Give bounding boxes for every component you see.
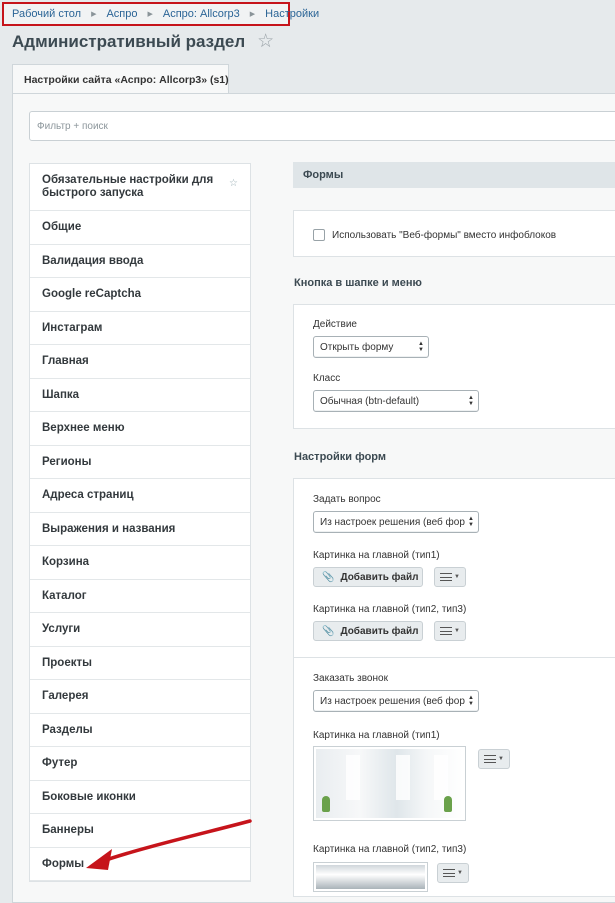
ask-img2-menu-button[interactable] <box>434 621 466 641</box>
call-img2-menu-button[interactable] <box>437 863 469 883</box>
sidebar-item-validation[interactable]: Валидация ввода <box>30 245 250 279</box>
tab-site-settings[interactable]: Настройки сайта «Аспро: Allcorp3» (s1) <box>12 64 229 94</box>
menu-icon <box>440 627 452 635</box>
paperclip-icon: 📎 <box>322 571 335 583</box>
sidebar-item-label: Обязательные настройки для быстрого запуска <box>42 174 214 199</box>
select-arrows-icon: ▲ ▼ <box>468 516 474 528</box>
add-file-label: Добавить файл <box>340 625 419 637</box>
sidebar-item-top-menu[interactable]: Верхнее меню <box>30 412 250 446</box>
chevron-right-icon: ▶ <box>147 11 153 18</box>
chevron-right-icon: ▶ <box>249 11 256 18</box>
breadcrumb-item-aspro[interactable]: Аспро <box>106 8 138 20</box>
breadcrumb <box>2 2 320 26</box>
chevron-down-icon: ▼ <box>454 628 460 634</box>
ask-img1-add-file-button[interactable] <box>313 567 423 587</box>
star-icon[interactable]: ☆ <box>257 31 275 52</box>
page-title-text: Административный раздел <box>12 31 246 51</box>
ask-question-select-value: Из настроек решения (веб фор <box>320 516 465 528</box>
sidebar-item-page-addresses[interactable]: Адреса страниц <box>30 479 250 513</box>
sidebar-item-projects[interactable]: Проекты <box>30 647 250 681</box>
order-call-select[interactable] <box>313 690 479 712</box>
sidebar-item-quick-start[interactable] <box>30 164 250 211</box>
sidebar-item-regions[interactable]: Регионы <box>30 446 250 480</box>
add-file-label: Добавить файл <box>340 571 419 583</box>
order-call-label: Заказать звонок <box>313 673 388 684</box>
class-select[interactable] <box>313 390 479 412</box>
breadcrumb-item-settings[interactable]: Настройки <box>265 8 320 20</box>
chevron-down-icon: ▼ <box>457 870 463 876</box>
chevron-right-icon: ▶ <box>91 11 97 18</box>
action-select-value: Открыть форму <box>320 341 394 353</box>
class-select-value: Обычная (btn-default) <box>320 395 420 407</box>
paperclip-icon: 📎 <box>322 625 335 637</box>
form-settings-title: Настройки форм <box>294 451 387 463</box>
sidebar <box>29 163 251 882</box>
section-title: Формы <box>293 162 615 188</box>
sidebar-item-banners[interactable]: Баннеры <box>30 814 250 848</box>
sidebar-item-forms[interactable]: Формы <box>30 848 250 882</box>
ask-img1-label: Картинка на главной (тип1) <box>313 550 440 561</box>
ask-img2-add-file-button[interactable] <box>313 621 423 641</box>
sidebar-item-cart[interactable]: Корзина <box>30 546 250 580</box>
ask-img1-menu-button[interactable] <box>434 567 466 587</box>
sidebar-item-gallery[interactable]: Галерея <box>30 680 250 714</box>
call-img1-thumbnail[interactable] <box>313 746 466 821</box>
sidebar-item-main[interactable]: Главная <box>30 345 250 379</box>
select-arrows-icon: ▲ ▼ <box>468 695 474 707</box>
ask-img2-label: Картинка на главной (тип2, тип3) <box>313 604 467 615</box>
order-call-select-value: Из настроек решения (веб фор <box>320 695 465 707</box>
call-img1-label: Картинка на главной (тип1) <box>313 730 440 741</box>
office-people-image <box>316 865 425 889</box>
call-img2-thumbnail[interactable] <box>313 862 428 892</box>
star-icon: ☆ <box>229 178 238 189</box>
sidebar-item-instagram[interactable]: Инстаграм <box>30 312 250 346</box>
use-webforms-label: Использовать "Веб-формы" вместо инфоблоков <box>332 230 557 241</box>
sidebar-item-header[interactable]: Шапка <box>30 379 250 413</box>
sidebar-item-general[interactable]: Общие <box>30 211 250 245</box>
class-label: Класс <box>313 373 341 384</box>
sidebar-item-phrases[interactable]: Выражения и названия <box>30 513 250 547</box>
filter-search-input[interactable]: Фильтр + поиск <box>29 111 615 141</box>
sidebar-item-side-icons[interactable]: Боковые иконки <box>30 781 250 815</box>
office-interior-image <box>316 749 463 818</box>
breadcrumb-item-desktop[interactable]: Рабочий стол <box>12 8 82 20</box>
action-label: Действие <box>313 319 357 330</box>
menu-icon <box>484 755 496 763</box>
page-title <box>12 30 274 53</box>
ask-question-select[interactable] <box>313 511 479 533</box>
sidebar-item-services[interactable]: Услуги <box>30 613 250 647</box>
sidebar-item-footer[interactable]: Футер <box>30 747 250 781</box>
call-img2-label: Картинка на главной (тип2, тип3) <box>313 844 467 855</box>
chevron-down-icon: ▼ <box>498 756 504 762</box>
use-webforms-checkbox[interactable] <box>313 229 325 241</box>
select-arrows-icon: ▲ ▼ <box>468 395 474 407</box>
header-button-title: Кнопка в шапке и меню <box>294 277 422 289</box>
sidebar-item-recaptcha[interactable]: Google reCaptcha <box>30 278 250 312</box>
ask-question-label: Задать вопрос <box>313 494 381 505</box>
sidebar-item-catalog[interactable]: Каталог <box>30 580 250 614</box>
menu-icon <box>440 573 452 581</box>
sidebar-item-sections[interactable]: Разделы <box>30 714 250 748</box>
call-img1-menu-button[interactable] <box>478 749 510 769</box>
select-arrows-icon: ▲ ▼ <box>418 341 424 353</box>
action-select[interactable] <box>313 336 429 358</box>
breadcrumb-item-allcorp3[interactable]: Аспро: Allcorp3 <box>162 8 240 20</box>
chevron-down-icon: ▼ <box>454 574 460 580</box>
menu-icon <box>443 869 455 877</box>
